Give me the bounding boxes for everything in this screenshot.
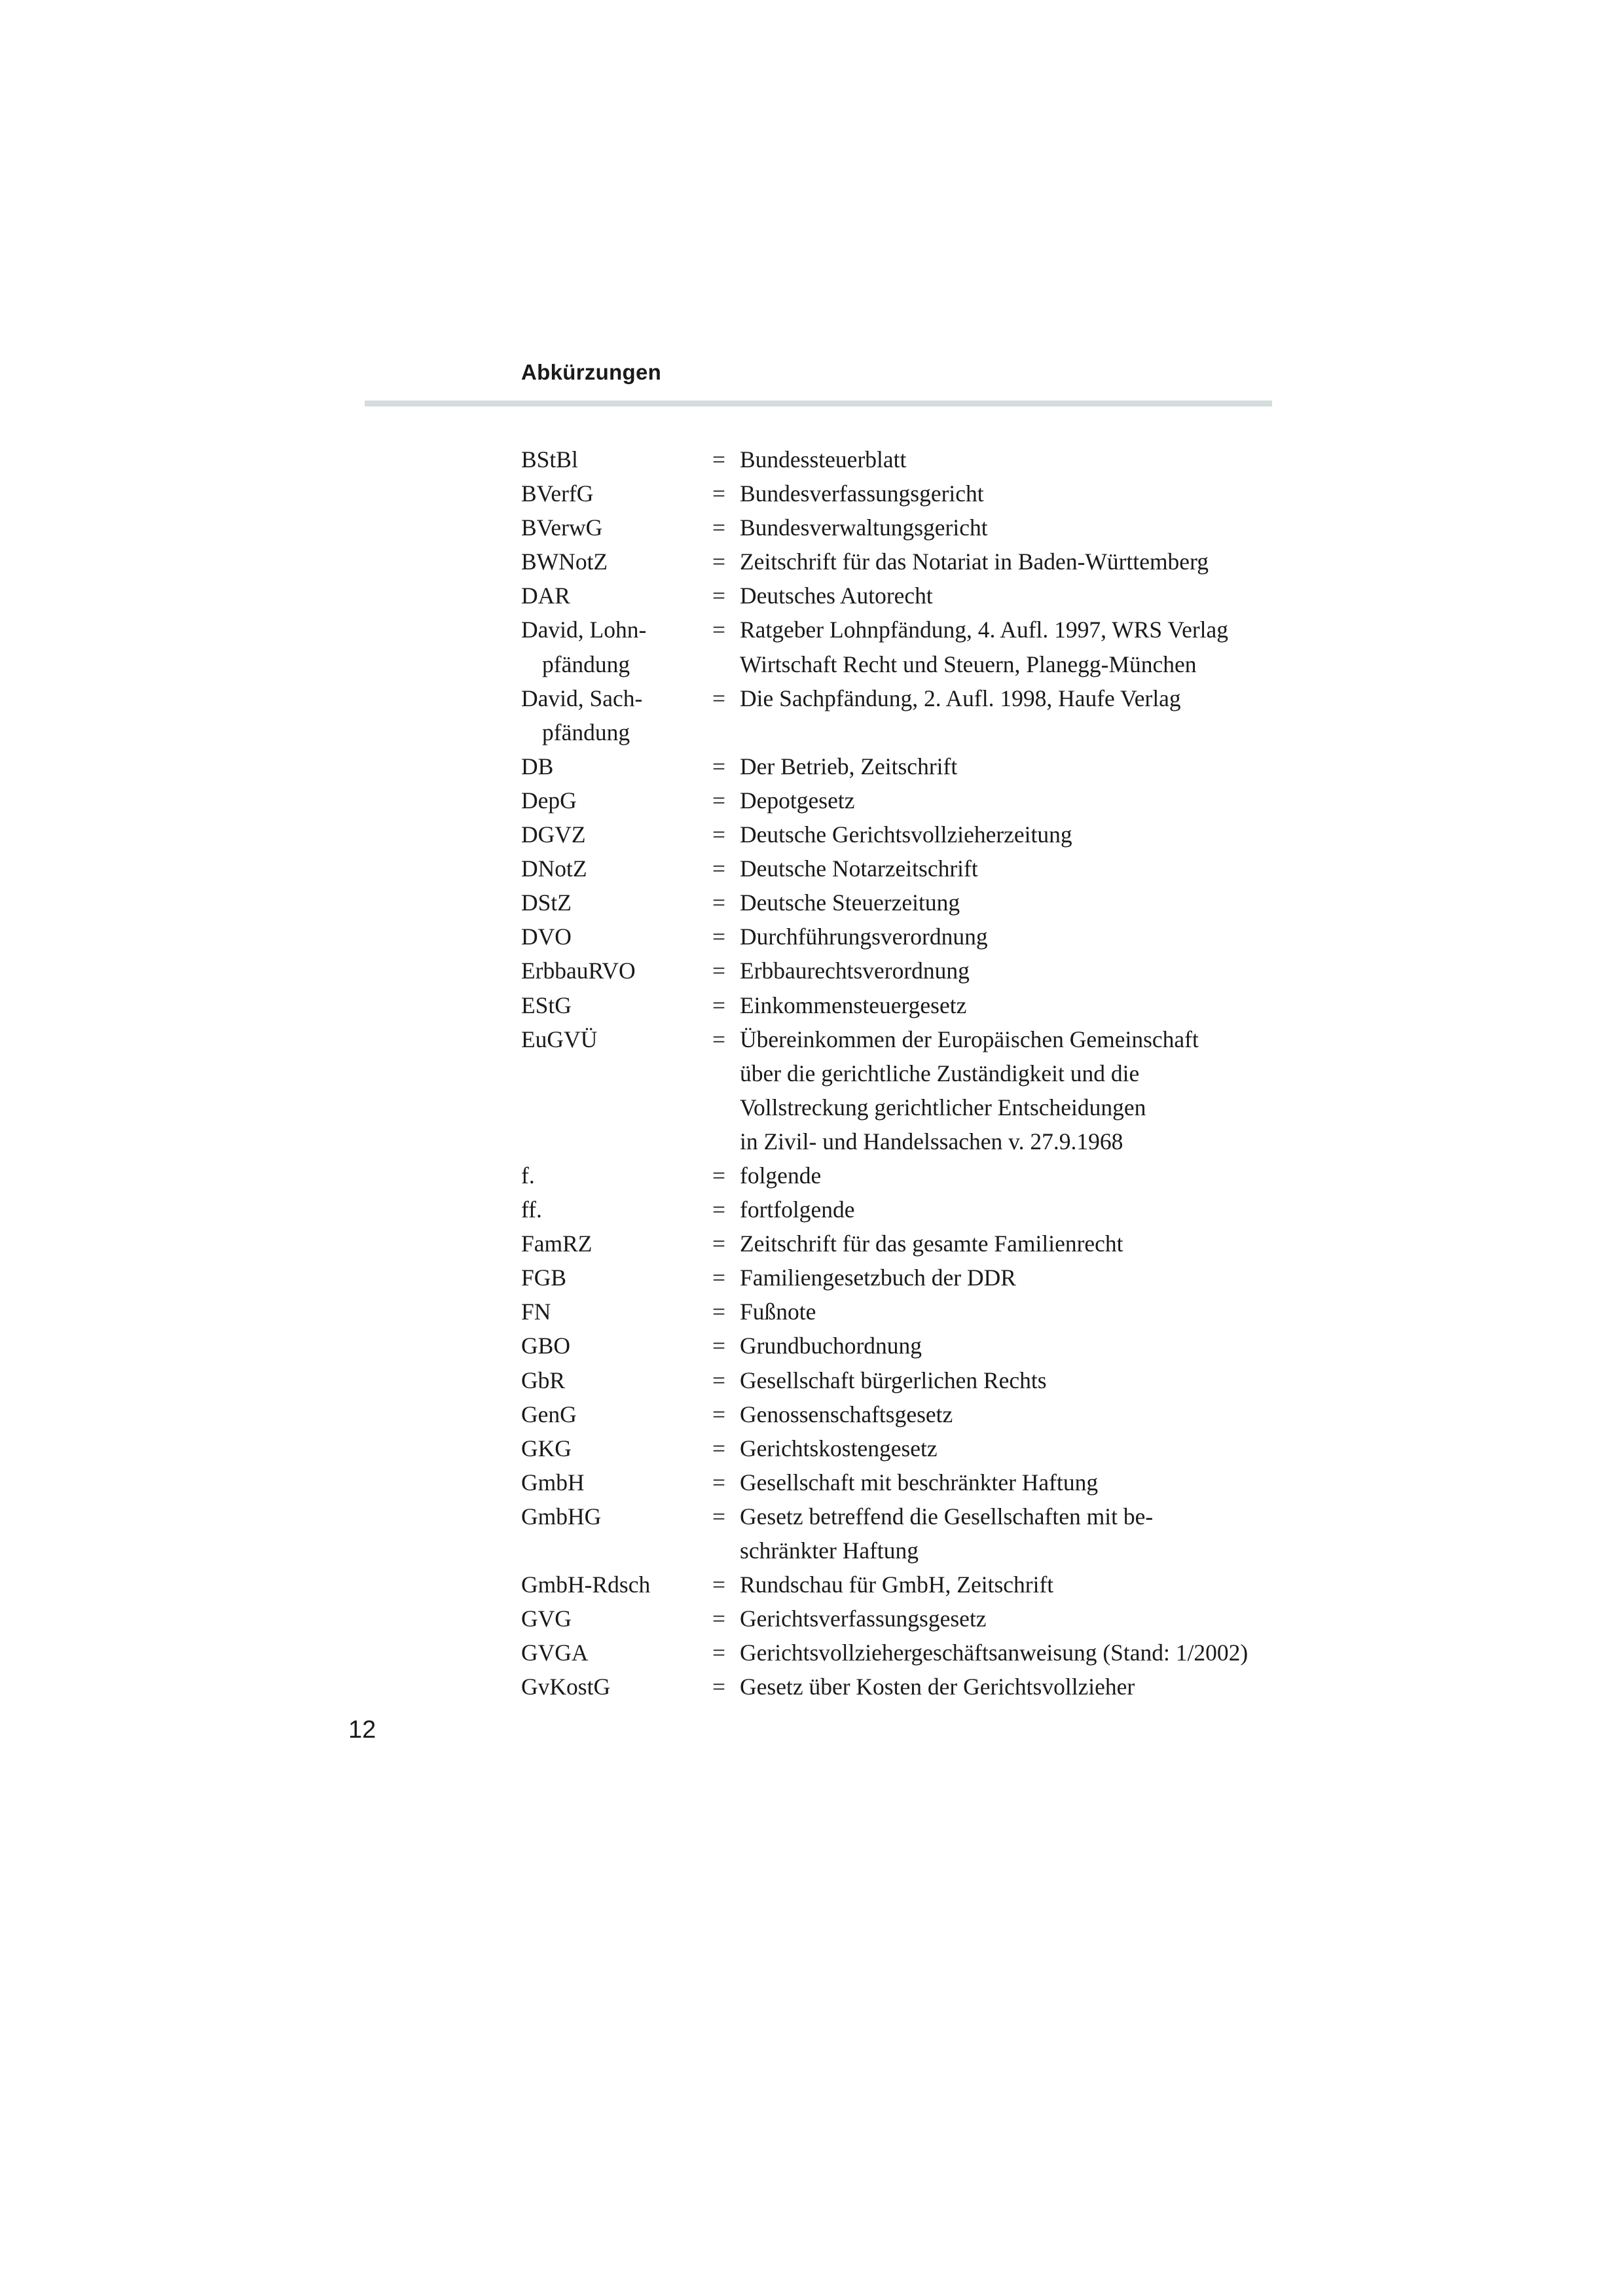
abbreviation-definition: Grundbuchordnung [740, 1333, 922, 1359]
abbreviation-entry [521, 1158, 1294, 1193]
equals-sign: = [712, 617, 726, 643]
abbreviation-entry [521, 1363, 1294, 1397]
abbreviation-term: GVG [521, 1605, 572, 1632]
abbreviation-definition: schränkter Haftung [740, 1537, 919, 1564]
equals-sign: = [712, 1401, 726, 1427]
abbreviation-term: BVerfG [521, 480, 594, 507]
entry-line [521, 545, 1294, 579]
abbreviation-entry [521, 1568, 1294, 1602]
abbreviation-definition: Die Sachpfändung, 2. Aufl. 1998, Haufe Verlag [740, 685, 1181, 711]
entry-line [521, 1227, 1294, 1261]
entry-line [521, 1499, 1294, 1534]
equals-sign: = [712, 1162, 726, 1189]
entry-line [521, 442, 1294, 476]
abbreviation-entry [521, 681, 1294, 749]
abbreviation-entry [521, 545, 1294, 579]
abbreviation-definition: Deutsches Autorecht [740, 583, 933, 609]
abbreviation-term: David, Sach- [521, 685, 643, 711]
entry-line [521, 1124, 1294, 1158]
equals-sign: = [712, 1469, 726, 1496]
abbreviation-term: GvKostG [521, 1674, 611, 1700]
entry-line [521, 647, 1294, 681]
page-number: 12 [348, 1716, 376, 1744]
abbreviation-term: pfändung [542, 719, 630, 745]
equals-sign: = [712, 821, 726, 848]
entry-line [521, 1158, 1294, 1193]
entry-line [521, 1022, 1294, 1056]
equals-sign: = [712, 855, 726, 882]
abbreviation-term: GenG [521, 1401, 577, 1427]
abbreviation-term: GBO [521, 1333, 570, 1359]
page-header-title: Abkürzungen [521, 360, 662, 384]
equals-sign: = [712, 1605, 726, 1632]
entry-line [521, 1056, 1294, 1090]
abbreviation-definition: Vollstreckung gerichtlicher Entscheidungen [740, 1094, 1146, 1121]
abbreviation-entry [521, 1636, 1294, 1670]
abbreviation-term: BVerwG [521, 514, 603, 541]
abbreviation-entry [521, 1397, 1294, 1431]
abbreviation-entry [521, 954, 1294, 988]
entry-line [521, 1602, 1294, 1636]
abbreviation-term: FGB [521, 1265, 567, 1291]
entry-line [521, 783, 1294, 817]
equals-sign: = [712, 1333, 726, 1359]
abbreviation-entry [521, 1431, 1294, 1465]
equals-sign: = [712, 1674, 726, 1700]
abbreviation-definition: Bundessteuerblatt [740, 446, 907, 473]
abbreviation-definition: Der Betrieb, Zeitschrift [740, 753, 958, 780]
abbreviation-entry [521, 886, 1294, 920]
abbreviation-definition: in Zivil- und Handelssachen v. 27.9.1968 [740, 1128, 1123, 1155]
abbreviation-term: David, Lohn- [521, 617, 647, 643]
entry-line [521, 988, 1294, 1022]
abbreviation-entry [521, 442, 1294, 476]
abbreviation-definition: über die gerichtliche Zuständigkeit und die [740, 1060, 1140, 1086]
abbreviation-entry [521, 749, 1294, 783]
abbreviation-definition: Gesetz betreffend die Gesellschaften mit be- [740, 1503, 1154, 1530]
abbreviation-definition: Zeitschrift für das Notariat in Baden-Württemberg [740, 548, 1209, 575]
abbreviation-term: GbR [521, 1367, 566, 1393]
abbreviation-term: GVGA [521, 1640, 589, 1666]
entry-line [521, 476, 1294, 511]
abbreviation-list [521, 442, 1294, 1704]
entry-line [521, 715, 1294, 749]
entry-line [521, 886, 1294, 920]
entry-line [521, 1568, 1294, 1602]
equals-sign: = [712, 958, 726, 984]
equals-sign: = [712, 1026, 726, 1052]
abbreviation-term: GmbH [521, 1469, 585, 1496]
abbreviation-definition: Gerichtsverfassungsgesetz [740, 1605, 987, 1632]
abbreviation-entry [521, 1602, 1294, 1636]
abbreviation-term: DNotZ [521, 855, 587, 882]
abbreviation-term: DGVZ [521, 821, 586, 848]
abbreviation-term: pfändung [542, 651, 630, 677]
equals-sign: = [712, 924, 726, 950]
entry-line [521, 511, 1294, 545]
abbreviation-definition: Gesellschaft bürgerlichen Rechts [740, 1367, 1047, 1393]
abbreviation-term: GKG [521, 1435, 572, 1462]
abbreviation-term: DAR [521, 583, 570, 609]
equals-sign: = [712, 1299, 726, 1325]
abbreviation-definition: Erbbaurechtsverordnung [740, 958, 970, 984]
abbreviation-term: GmbHG [521, 1503, 602, 1530]
abbreviation-definition: Bundesverwaltungsgericht [740, 514, 988, 541]
abbreviation-term: DB [521, 753, 554, 780]
abbreviation-definition: Fußnote [740, 1299, 816, 1325]
entry-line [521, 1363, 1294, 1397]
abbreviation-term: FamRZ [521, 1230, 593, 1257]
entry-line [521, 1670, 1294, 1704]
abbreviation-definition: Ratgeber Lohnpfändung, 4. Aufl. 1997, WRS Verlag [740, 617, 1229, 643]
equals-sign: = [712, 548, 726, 575]
entry-line [521, 1193, 1294, 1227]
entry-line [521, 681, 1294, 715]
abbreviation-definition: Gesetz über Kosten der Gerichtsvollzieher [740, 1674, 1135, 1700]
equals-sign: = [712, 446, 726, 473]
abbreviation-entry [521, 1261, 1294, 1295]
abbreviation-definition: Durchführungsverordnung [740, 924, 988, 950]
entry-line [521, 1090, 1294, 1124]
abbreviation-definition: Genossenschaftsgesetz [740, 1401, 953, 1427]
abbreviation-definition: Familiengesetzbuch der DDR [740, 1265, 1016, 1291]
abbreviation-definition: Gesellschaft mit beschränkter Haftung [740, 1469, 1099, 1496]
equals-sign: = [712, 1435, 726, 1462]
abbreviation-term: ErbbauRVO [521, 958, 636, 984]
abbreviation-definition: Deutsche Notarzeitschrift [740, 855, 978, 882]
abbreviation-term: FN [521, 1299, 551, 1325]
equals-sign: = [712, 1571, 726, 1598]
abbreviation-term: f. [521, 1162, 535, 1189]
equals-sign: = [712, 1367, 726, 1393]
equals-sign: = [712, 787, 726, 814]
equals-sign: = [712, 1230, 726, 1257]
equals-sign: = [712, 753, 726, 780]
abbreviation-definition: Einkommensteuergesetz [740, 992, 967, 1018]
abbreviation-definition: Bundesverfassungsgericht [740, 480, 984, 507]
abbreviation-term: DepG [521, 787, 577, 814]
entry-line [521, 749, 1294, 783]
equals-sign: = [712, 583, 726, 609]
equals-sign: = [712, 992, 726, 1018]
abbreviation-definition: Gerichtsvollziehergeschäftsanweisung (Stand: 1/2002) [740, 1640, 1249, 1666]
abbreviation-entry [521, 1227, 1294, 1261]
equals-sign: = [712, 514, 726, 541]
equals-sign: = [712, 889, 726, 916]
entry-line [521, 920, 1294, 954]
equals-sign: = [712, 1503, 726, 1530]
entry-line [521, 1397, 1294, 1431]
abbreviation-entry [521, 613, 1294, 681]
abbreviation-entry [521, 852, 1294, 886]
equals-sign: = [712, 1265, 726, 1291]
abbreviation-definition: Deutsche Steuerzeitung [740, 889, 960, 916]
abbreviation-term: BWNotZ [521, 548, 608, 575]
abbreviation-term: ff. [521, 1196, 542, 1223]
abbreviation-entry [521, 511, 1294, 545]
entry-line [521, 954, 1294, 988]
abbreviation-definition: Zeitschrift für das gesamte Familienrecht [740, 1230, 1123, 1257]
abbreviation-entry [521, 1022, 1294, 1158]
equals-sign: = [712, 1640, 726, 1666]
abbreviation-term: DStZ [521, 889, 572, 916]
abbreviation-definition: Übereinkommen der Europäischen Gemeinschaft [740, 1026, 1199, 1052]
abbreviation-entry [521, 1465, 1294, 1499]
abbreviation-definition: Wirtschaft Recht und Steuern, Planegg-München [740, 651, 1197, 677]
abbreviation-entry [521, 1295, 1294, 1329]
equals-sign: = [712, 685, 726, 711]
entry-line [521, 1329, 1294, 1363]
abbreviation-definition: fortfolgende [740, 1196, 855, 1223]
entry-line [521, 1295, 1294, 1329]
entry-line [521, 1636, 1294, 1670]
abbreviation-definition: Gerichtskostengesetz [740, 1435, 938, 1462]
abbreviation-entry [521, 783, 1294, 817]
abbreviation-entry [521, 476, 1294, 511]
entry-line [521, 1261, 1294, 1295]
entry-line [521, 579, 1294, 613]
abbreviation-definition: Deutsche Gerichtsvollzieherzeitung [740, 821, 1072, 848]
abbreviation-entry [521, 1670, 1294, 1704]
equals-sign: = [712, 480, 726, 507]
abbreviation-entry [521, 1499, 1294, 1568]
equals-sign: = [712, 1196, 726, 1223]
entry-line [521, 1431, 1294, 1465]
header-rule [365, 401, 1272, 406]
abbreviation-definition: folgende [740, 1162, 822, 1189]
entry-line [521, 1465, 1294, 1499]
abbreviation-entry [521, 920, 1294, 954]
abbreviation-term: EuGVÜ [521, 1026, 598, 1052]
abbreviation-term: GmbH-Rdsch [521, 1571, 651, 1598]
abbreviation-term: DVO [521, 924, 572, 950]
abbreviation-entry [521, 1329, 1294, 1363]
abbreviation-definition: Depotgesetz [740, 787, 855, 814]
abbreviation-definition: Rundschau für GmbH, Zeitschrift [740, 1571, 1054, 1598]
abbreviation-entry [521, 817, 1294, 852]
abbreviation-term: BStBl [521, 446, 578, 473]
entry-line [521, 817, 1294, 852]
abbreviation-entry [521, 988, 1294, 1022]
abbreviation-term: EStG [521, 992, 572, 1018]
abbreviation-entry [521, 579, 1294, 613]
entry-line [521, 852, 1294, 886]
abbreviation-entry [521, 1193, 1294, 1227]
entry-line [521, 1534, 1294, 1568]
entry-line [521, 613, 1294, 647]
